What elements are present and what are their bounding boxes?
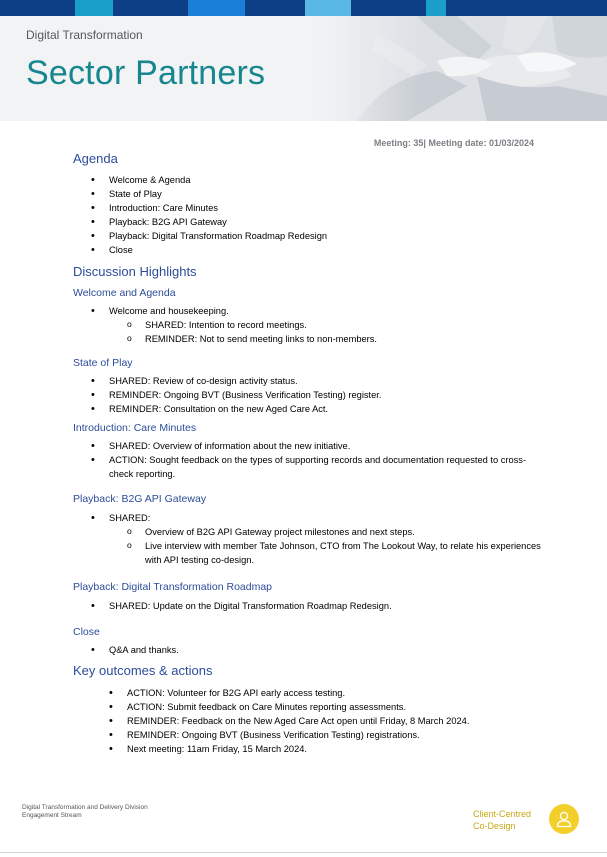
section-heading-roadmap: Playback: Digital Transformation Roadmap xyxy=(73,581,273,593)
minutes-content xyxy=(73,151,543,756)
list-item: • Welcome & Agenda xyxy=(91,173,543,187)
header-banner xyxy=(0,16,607,121)
welcome-sublist xyxy=(127,318,543,346)
section-heading-close: Close xyxy=(73,626,100,638)
top-bar-segment xyxy=(0,0,75,16)
list-item: • ACTION: Submit feedback on Care Minutes reporting assessments. xyxy=(109,700,543,714)
page-title: Sector Partners xyxy=(26,54,266,92)
footer-label-line1: Client-Centred xyxy=(473,809,532,819)
list-item: • State of Play xyxy=(91,187,543,201)
outcomes-heading: Key outcomes & actions xyxy=(73,663,213,678)
person-icon xyxy=(554,809,574,829)
outcomes-list xyxy=(109,686,543,756)
list-item-text: Welcome and housekeeping. xyxy=(109,306,229,316)
roadmap-list xyxy=(91,599,543,613)
hands-photo xyxy=(317,16,607,121)
top-color-bar xyxy=(0,0,607,16)
list-item: • SHARED: Update on the Digital Transformation Roadmap Redesign. xyxy=(91,599,543,613)
list-item: • Playback: B2G API Gateway xyxy=(91,215,543,229)
list-item: • Next meeting: 11am Friday, 15 March 2024. xyxy=(109,742,543,756)
footer-division-name: Digital Transformation and Delivery Division xyxy=(22,804,148,811)
list-item: • REMINDER: Ongoing BVT (Business Verification Testing) register. xyxy=(91,388,543,402)
list-item: o Overview of B2G API Gateway project milestones and next steps. xyxy=(127,525,543,539)
list-item: • SHARED: Review of co-design activity status. xyxy=(91,374,543,388)
list-item: • Introduction: Care Minutes xyxy=(91,201,543,215)
list-item-text: SHARED: xyxy=(109,513,151,523)
agenda-heading: Agenda xyxy=(73,151,118,166)
list-item: o Live interview with member Tate Johnson, CTO from The Lookout Way, to relate his experiences with API testing co-design. xyxy=(127,539,543,567)
list-item xyxy=(91,511,543,567)
list-item: • SHARED: Overview of information about the new initiative. xyxy=(91,439,543,453)
list-item: o SHARED: Intention to record meetings. xyxy=(127,318,543,332)
footer-division xyxy=(22,804,148,820)
meeting-info: Meeting: 35| Meeting date: 01/03/2024 xyxy=(373,138,534,148)
b2g-list xyxy=(91,511,543,567)
list-item: • Q&A and thanks. xyxy=(91,643,543,657)
close-list xyxy=(91,643,543,657)
discussion-heading: Discussion Highlights xyxy=(73,264,197,279)
top-bar-segment xyxy=(305,0,351,16)
top-bar-segment xyxy=(351,0,426,16)
list-item: • ACTION: Sought feedback on the types of supporting records and documentation requested to cross-check reporting. xyxy=(91,453,543,481)
section-heading-b2g: Playback: B2G API Gateway xyxy=(73,493,207,505)
list-item: • ACTION: Volunteer for B2G API early access testing. xyxy=(109,686,543,700)
footer-label-line2: Co-Design xyxy=(473,821,516,831)
top-bar-segment xyxy=(446,0,607,16)
top-bar-segment xyxy=(188,0,245,16)
department-label: Digital Transformation xyxy=(26,28,143,42)
b2g-sublist xyxy=(127,525,543,567)
welcome-list xyxy=(91,304,543,346)
top-bar-segment xyxy=(426,0,446,16)
list-item: • REMINDER: Ongoing BVT (Business Verification Testing) registrations. xyxy=(109,728,543,742)
section-heading-welcome: Welcome and Agenda xyxy=(73,287,176,299)
top-bar-segment xyxy=(113,0,188,16)
top-bar-segment xyxy=(245,0,305,16)
footer-stream-name: Engagement Stream xyxy=(22,812,82,819)
list-item: • REMINDER: Consultation on the new Aged Care Act. xyxy=(91,402,543,416)
list-item xyxy=(91,304,543,346)
care-list xyxy=(91,439,543,481)
state-list xyxy=(91,374,543,416)
page-bottom-border xyxy=(0,852,607,853)
list-item: • REMINDER: Feedback on the New Aged Care Act open until Friday, 8 March 2024. xyxy=(109,714,543,728)
agenda-list xyxy=(91,173,543,257)
top-bar-segment xyxy=(75,0,113,16)
list-item: • Close xyxy=(91,243,543,257)
list-item: • Playback: Digital Transformation Roadmap Redesign xyxy=(91,229,543,243)
section-heading-care: Introduction: Care Minutes xyxy=(73,422,197,434)
footer-codesign-label xyxy=(473,808,531,832)
list-item: o REMINDER: Not to send meeting links to non-members. xyxy=(127,332,543,346)
section-heading-state: State of Play xyxy=(73,357,133,369)
codesign-badge xyxy=(549,804,579,834)
